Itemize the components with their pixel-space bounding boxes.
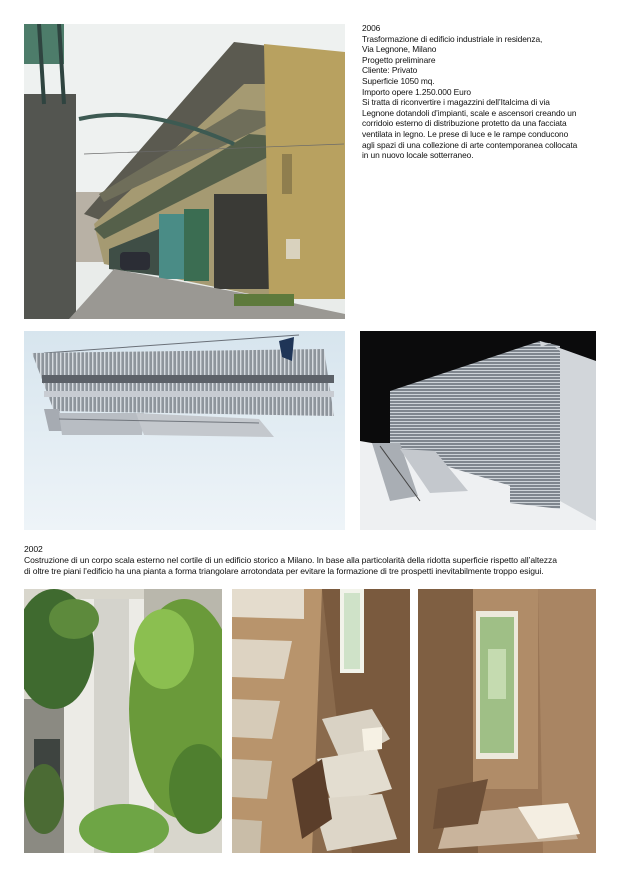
- project-2002-text: [24, 544, 557, 576]
- render-perspective-model: [360, 331, 596, 530]
- photo-interior-staircase: [232, 589, 410, 853]
- project-2006-description-line: agli spazi di una collezione di arte contemporanea collocata: [362, 139, 578, 150]
- project-2006-text: [362, 23, 577, 161]
- project-2006-phase: Progetto preliminare: [362, 54, 436, 65]
- project-2006-description-line: in un nuovo locale sotterraneo.: [362, 150, 474, 161]
- photo-courtyard-stair-tower: [24, 589, 222, 853]
- project-2006-area: Superficie 1050 mq.: [362, 75, 435, 86]
- project-2002-year: 2002: [24, 544, 43, 554]
- project-2006-description-line: Si tratta di riconvertire i magazzini dell’Italcima di via: [362, 97, 550, 108]
- project-2006-description-line: Legnone dotandoli d’impianti, scale e ascensori creando un: [362, 107, 577, 118]
- photo-window-niche: [418, 589, 596, 853]
- render-elevation-model: [24, 331, 345, 530]
- photo-industrial-building: [24, 24, 345, 319]
- project-2002-description-line: Costruzione di un corpo scala esterno nel cortile di un edificio storico a Milano. In base alla particolarità della ridotta superficie rispetto all’altezza: [24, 554, 557, 565]
- project-2006-description-line: corridoio esterno di distribuzione protetto da una facciata: [362, 118, 567, 129]
- project-2006-description-line: ventilata in legno. Le prese di luce e le rampe conducono: [362, 128, 569, 139]
- project-2006-cost: Importo opere 1.250.000 Euro: [362, 86, 471, 97]
- project-2006-client: Cliente: Privato: [362, 65, 418, 76]
- project-2006-year: 2006: [362, 23, 381, 33]
- project-2002-description-line: di oltre tre piani l’edificio ha una pianta a forma triangolare arrotondata per evitare la formazione di tre prospetti inevitabilmente troppo esigui.: [24, 565, 544, 576]
- project-2006-address: Via Legnone, Milano: [362, 44, 437, 55]
- project-2006-title: Trasformazione di edificio industriale in residenza,: [362, 33, 543, 44]
